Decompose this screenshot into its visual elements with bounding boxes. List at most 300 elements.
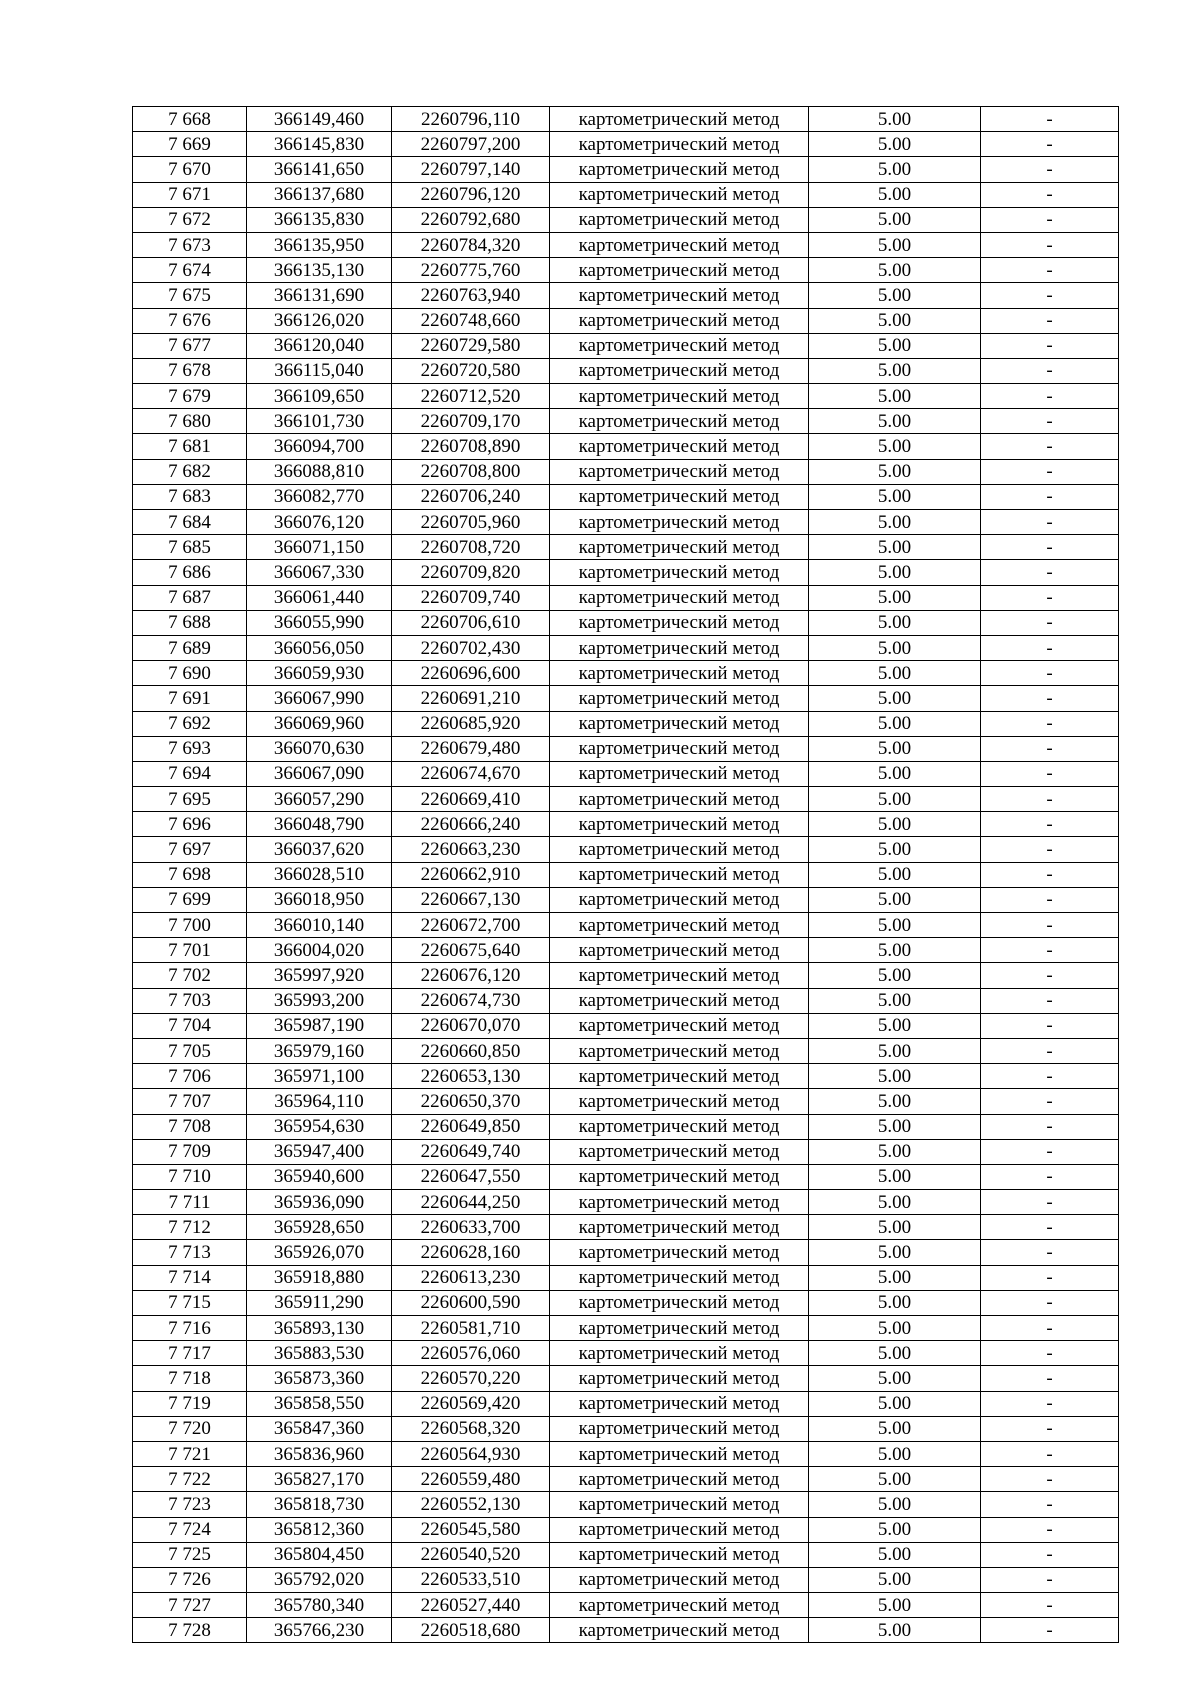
y-coordinate-cell: 2260792,680 [392, 207, 550, 232]
method-cell: картометрический метод [550, 1316, 809, 1341]
y-coordinate-cell: 2260708,720 [392, 535, 550, 560]
table-row [133, 1290, 1119, 1315]
table-row [133, 132, 1119, 157]
y-coordinate-cell: 2260706,610 [392, 610, 550, 635]
point-number-cell: 7 669 [133, 132, 247, 157]
method-cell: картометрический метод [550, 333, 809, 358]
point-number-cell: 7 694 [133, 761, 247, 786]
table-row [133, 963, 1119, 988]
precision-cell: 5.00 [809, 736, 981, 761]
point-number-cell: 7 689 [133, 635, 247, 660]
precision-cell: 5.00 [809, 938, 981, 963]
description-cell: - [981, 459, 1119, 484]
precision-cell: 5.00 [809, 1013, 981, 1038]
table-row [133, 1567, 1119, 1592]
y-coordinate-cell: 2260559,480 [392, 1467, 550, 1492]
y-coordinate-cell: 2260691,210 [392, 686, 550, 711]
y-coordinate-cell: 2260600,590 [392, 1290, 550, 1315]
description-cell: - [981, 560, 1119, 585]
x-coordinate-cell: 365847,360 [247, 1416, 392, 1441]
table-row [133, 1139, 1119, 1164]
point-number-cell: 7 672 [133, 207, 247, 232]
method-cell: картометрический метод [550, 686, 809, 711]
description-cell: - [981, 1542, 1119, 1567]
method-cell: картометрический метод [550, 1467, 809, 1492]
table-row [133, 1215, 1119, 1240]
x-coordinate-cell: 366145,830 [247, 132, 392, 157]
y-coordinate-cell: 2260702,430 [392, 635, 550, 660]
x-coordinate-cell: 365928,650 [247, 1215, 392, 1240]
precision-cell: 5.00 [809, 963, 981, 988]
method-cell: картометрический метод [550, 736, 809, 761]
point-number-cell: 7 674 [133, 258, 247, 283]
table-row [133, 913, 1119, 938]
point-number-cell: 7 714 [133, 1265, 247, 1290]
description-cell: - [981, 1038, 1119, 1063]
x-coordinate-cell: 365964,110 [247, 1089, 392, 1114]
precision-cell: 5.00 [809, 1164, 981, 1189]
point-number-cell: 7 678 [133, 358, 247, 383]
point-number-cell: 7 702 [133, 963, 247, 988]
method-cell: картометрический метод [550, 484, 809, 509]
point-number-cell: 7 704 [133, 1013, 247, 1038]
coordinates-table [132, 106, 1119, 1643]
point-number-cell: 7 699 [133, 887, 247, 912]
description-cell: - [981, 585, 1119, 610]
precision-cell: 5.00 [809, 384, 981, 409]
table-row [133, 988, 1119, 1013]
precision-cell: 5.00 [809, 837, 981, 862]
table-row [133, 1265, 1119, 1290]
method-cell: картометрический метод [550, 258, 809, 283]
precision-cell: 5.00 [809, 232, 981, 257]
x-coordinate-cell: 366055,990 [247, 610, 392, 635]
table-row [133, 535, 1119, 560]
method-cell: картометрический метод [550, 963, 809, 988]
y-coordinate-cell: 2260679,480 [392, 736, 550, 761]
point-number-cell: 7 709 [133, 1139, 247, 1164]
precision-cell: 5.00 [809, 1290, 981, 1315]
point-number-cell: 7 703 [133, 988, 247, 1013]
x-coordinate-cell: 366070,630 [247, 736, 392, 761]
method-cell: картометрический метод [550, 711, 809, 736]
y-coordinate-cell: 2260540,520 [392, 1542, 550, 1567]
point-number-cell: 7 682 [133, 459, 247, 484]
precision-cell: 5.00 [809, 635, 981, 660]
table-row [133, 812, 1119, 837]
x-coordinate-cell: 366004,020 [247, 938, 392, 963]
y-coordinate-cell: 2260568,320 [392, 1416, 550, 1441]
table-row [133, 585, 1119, 610]
y-coordinate-cell: 2260545,580 [392, 1517, 550, 1542]
table-row [133, 1240, 1119, 1265]
y-coordinate-cell: 2260797,140 [392, 157, 550, 182]
description-cell: - [981, 610, 1119, 635]
description-cell: - [981, 1240, 1119, 1265]
y-coordinate-cell: 2260649,850 [392, 1114, 550, 1139]
point-number-cell: 7 683 [133, 484, 247, 509]
precision-cell: 5.00 [809, 308, 981, 333]
x-coordinate-cell: 366141,650 [247, 157, 392, 182]
precision-cell: 5.00 [809, 1416, 981, 1441]
table-row [133, 358, 1119, 383]
description-cell: - [981, 963, 1119, 988]
point-number-cell: 7 725 [133, 1542, 247, 1567]
description-cell: - [981, 308, 1119, 333]
method-cell: картометрический метод [550, 232, 809, 257]
point-number-cell: 7 685 [133, 535, 247, 560]
table-row [133, 384, 1119, 409]
precision-cell: 5.00 [809, 358, 981, 383]
x-coordinate-cell: 365858,550 [247, 1391, 392, 1416]
description-cell: - [981, 258, 1119, 283]
x-coordinate-cell: 366028,510 [247, 862, 392, 887]
description-cell: - [981, 207, 1119, 232]
precision-cell: 5.00 [809, 434, 981, 459]
x-coordinate-cell: 366069,960 [247, 711, 392, 736]
y-coordinate-cell: 2260533,510 [392, 1567, 550, 1592]
table-row [133, 1416, 1119, 1441]
precision-cell: 5.00 [809, 1366, 981, 1391]
method-cell: картометрический метод [550, 837, 809, 862]
x-coordinate-cell: 365766,230 [247, 1618, 392, 1643]
method-cell: картометрический метод [550, 610, 809, 635]
y-coordinate-cell: 2260705,960 [392, 510, 550, 535]
precision-cell: 5.00 [809, 207, 981, 232]
method-cell: картометрический метод [550, 1492, 809, 1517]
table-row [133, 1542, 1119, 1567]
precision-cell: 5.00 [809, 862, 981, 887]
precision-cell: 5.00 [809, 510, 981, 535]
precision-cell: 5.00 [809, 333, 981, 358]
precision-cell: 5.00 [809, 1089, 981, 1114]
description-cell: - [981, 988, 1119, 1013]
table-row [133, 560, 1119, 585]
x-coordinate-cell: 366048,790 [247, 812, 392, 837]
table-row [133, 1366, 1119, 1391]
table-row [133, 1618, 1119, 1643]
x-coordinate-cell: 366056,050 [247, 635, 392, 660]
precision-cell: 5.00 [809, 661, 981, 686]
table-row [133, 610, 1119, 635]
x-coordinate-cell: 365818,730 [247, 1492, 392, 1517]
point-number-cell: 7 671 [133, 182, 247, 207]
x-coordinate-cell: 366010,140 [247, 913, 392, 938]
x-coordinate-cell: 366120,040 [247, 333, 392, 358]
precision-cell: 5.00 [809, 1240, 981, 1265]
table-row [133, 1593, 1119, 1618]
method-cell: картометрический метод [550, 1341, 809, 1366]
y-coordinate-cell: 2260552,130 [392, 1492, 550, 1517]
precision-cell: 5.00 [809, 409, 981, 434]
table-row [133, 635, 1119, 660]
description-cell: - [981, 938, 1119, 963]
method-cell: картометрический метод [550, 459, 809, 484]
description-cell: - [981, 686, 1119, 711]
point-number-cell: 7 673 [133, 232, 247, 257]
table-row [133, 1316, 1119, 1341]
table-row [133, 761, 1119, 786]
method-cell: картометрический метод [550, 887, 809, 912]
point-number-cell: 7 677 [133, 333, 247, 358]
precision-cell: 5.00 [809, 132, 981, 157]
x-coordinate-cell: 365780,340 [247, 1593, 392, 1618]
y-coordinate-cell: 2260685,920 [392, 711, 550, 736]
method-cell: картометрический метод [550, 1517, 809, 1542]
table-row [133, 207, 1119, 232]
description-cell: - [981, 1441, 1119, 1466]
y-coordinate-cell: 2260674,670 [392, 761, 550, 786]
method-cell: картометрический метод [550, 635, 809, 660]
description-cell: - [981, 812, 1119, 837]
method-cell: картометрический метод [550, 434, 809, 459]
x-coordinate-cell: 365873,360 [247, 1366, 392, 1391]
y-coordinate-cell: 2260729,580 [392, 333, 550, 358]
table-row [133, 938, 1119, 963]
method-cell: картометрический метод [550, 1089, 809, 1114]
method-cell: картометрический метод [550, 988, 809, 1013]
x-coordinate-cell: 366018,950 [247, 887, 392, 912]
method-cell: картометрический метод [550, 1114, 809, 1139]
precision-cell: 5.00 [809, 1391, 981, 1416]
precision-cell: 5.00 [809, 1593, 981, 1618]
description-cell: - [981, 1064, 1119, 1089]
y-coordinate-cell: 2260775,760 [392, 258, 550, 283]
description-cell: - [981, 1190, 1119, 1215]
coordinates-table-body [133, 107, 1119, 1643]
description-cell: - [981, 1567, 1119, 1592]
precision-cell: 5.00 [809, 1215, 981, 1240]
point-number-cell: 7 668 [133, 107, 247, 132]
table-row [133, 862, 1119, 887]
x-coordinate-cell: 366126,020 [247, 308, 392, 333]
x-coordinate-cell: 366071,150 [247, 535, 392, 560]
precision-cell: 5.00 [809, 535, 981, 560]
x-coordinate-cell: 365836,960 [247, 1441, 392, 1466]
table-row [133, 434, 1119, 459]
description-cell: - [981, 1593, 1119, 1618]
description-cell: - [981, 1366, 1119, 1391]
y-coordinate-cell: 2260628,160 [392, 1240, 550, 1265]
point-number-cell: 7 722 [133, 1467, 247, 1492]
point-number-cell: 7 697 [133, 837, 247, 862]
precision-cell: 5.00 [809, 484, 981, 509]
x-coordinate-cell: 365987,190 [247, 1013, 392, 1038]
method-cell: картометрический метод [550, 1190, 809, 1215]
point-number-cell: 7 687 [133, 585, 247, 610]
precision-cell: 5.00 [809, 182, 981, 207]
precision-cell: 5.00 [809, 1341, 981, 1366]
point-number-cell: 7 715 [133, 1290, 247, 1315]
description-cell: - [981, 1164, 1119, 1189]
x-coordinate-cell: 365792,020 [247, 1567, 392, 1592]
y-coordinate-cell: 2260669,410 [392, 787, 550, 812]
description-cell: - [981, 1316, 1119, 1341]
precision-cell: 5.00 [809, 1567, 981, 1592]
table-row [133, 333, 1119, 358]
table-row [133, 1064, 1119, 1089]
y-coordinate-cell: 2260662,910 [392, 862, 550, 887]
x-coordinate-cell: 366131,690 [247, 283, 392, 308]
y-coordinate-cell: 2260796,110 [392, 107, 550, 132]
x-coordinate-cell: 365971,100 [247, 1064, 392, 1089]
point-number-cell: 7 701 [133, 938, 247, 963]
table-row [133, 308, 1119, 333]
method-cell: картометрический метод [550, 560, 809, 585]
precision-cell: 5.00 [809, 1467, 981, 1492]
point-number-cell: 7 711 [133, 1190, 247, 1215]
x-coordinate-cell: 366067,330 [247, 560, 392, 585]
method-cell: картометрический метод [550, 1542, 809, 1567]
table-row [133, 510, 1119, 535]
precision-cell: 5.00 [809, 761, 981, 786]
table-row [133, 1114, 1119, 1139]
x-coordinate-cell: 365827,170 [247, 1467, 392, 1492]
method-cell: картометрический метод [550, 358, 809, 383]
point-number-cell: 7 695 [133, 787, 247, 812]
description-cell: - [981, 1341, 1119, 1366]
y-coordinate-cell: 2260796,120 [392, 182, 550, 207]
method-cell: картометрический метод [550, 535, 809, 560]
description-cell: - [981, 1416, 1119, 1441]
point-number-cell: 7 717 [133, 1341, 247, 1366]
description-cell: - [981, 862, 1119, 887]
table-row [133, 711, 1119, 736]
y-coordinate-cell: 2260784,320 [392, 232, 550, 257]
x-coordinate-cell: 366057,290 [247, 787, 392, 812]
method-cell: картометрический метод [550, 384, 809, 409]
point-number-cell: 7 728 [133, 1618, 247, 1643]
method-cell: картометрический метод [550, 1215, 809, 1240]
method-cell: картометрический метод [550, 862, 809, 887]
description-cell: - [981, 1013, 1119, 1038]
description-cell: - [981, 787, 1119, 812]
precision-cell: 5.00 [809, 1114, 981, 1139]
description-cell: - [981, 1467, 1119, 1492]
method-cell: картометрический метод [550, 938, 809, 963]
precision-cell: 5.00 [809, 1038, 981, 1063]
y-coordinate-cell: 2260706,240 [392, 484, 550, 509]
method-cell: картометрический метод [550, 1139, 809, 1164]
table-row [133, 887, 1119, 912]
y-coordinate-cell: 2260797,200 [392, 132, 550, 157]
table-row [133, 661, 1119, 686]
y-coordinate-cell: 2260518,680 [392, 1618, 550, 1643]
x-coordinate-cell: 366101,730 [247, 409, 392, 434]
description-cell: - [981, 1215, 1119, 1240]
description-cell: - [981, 887, 1119, 912]
x-coordinate-cell: 366067,090 [247, 761, 392, 786]
y-coordinate-cell: 2260708,800 [392, 459, 550, 484]
table-row [133, 459, 1119, 484]
table-row [133, 1467, 1119, 1492]
description-cell: - [981, 434, 1119, 459]
precision-cell: 5.00 [809, 1064, 981, 1089]
method-cell: картометрический метод [550, 1618, 809, 1643]
table-row [133, 837, 1119, 862]
precision-cell: 5.00 [809, 988, 981, 1013]
table-row [133, 258, 1119, 283]
method-cell: картометрический метод [550, 1366, 809, 1391]
table-row [133, 232, 1119, 257]
precision-cell: 5.00 [809, 1517, 981, 1542]
y-coordinate-cell: 2260564,930 [392, 1441, 550, 1466]
point-number-cell: 7 696 [133, 812, 247, 837]
precision-cell: 5.00 [809, 283, 981, 308]
x-coordinate-cell: 365997,920 [247, 963, 392, 988]
y-coordinate-cell: 2260581,710 [392, 1316, 550, 1341]
table-row [133, 107, 1119, 132]
point-number-cell: 7 679 [133, 384, 247, 409]
point-number-cell: 7 698 [133, 862, 247, 887]
precision-cell: 5.00 [809, 1618, 981, 1643]
method-cell: картометрический метод [550, 812, 809, 837]
x-coordinate-cell: 366135,830 [247, 207, 392, 232]
description-cell: - [981, 761, 1119, 786]
method-cell: картометрический метод [550, 787, 809, 812]
table-row [133, 1164, 1119, 1189]
x-coordinate-cell: 365883,530 [247, 1341, 392, 1366]
method-cell: картометрический метод [550, 1164, 809, 1189]
y-coordinate-cell: 2260712,520 [392, 384, 550, 409]
method-cell: картометрический метод [550, 661, 809, 686]
x-coordinate-cell: 366059,930 [247, 661, 392, 686]
method-cell: картометрический метод [550, 207, 809, 232]
point-number-cell: 7 720 [133, 1416, 247, 1441]
x-coordinate-cell: 366076,120 [247, 510, 392, 535]
point-number-cell: 7 726 [133, 1567, 247, 1592]
description-cell: - [981, 182, 1119, 207]
x-coordinate-cell: 365911,290 [247, 1290, 392, 1315]
precision-cell: 5.00 [809, 459, 981, 484]
method-cell: картометрический метод [550, 913, 809, 938]
description-cell: - [981, 736, 1119, 761]
table-row [133, 182, 1119, 207]
point-number-cell: 7 710 [133, 1164, 247, 1189]
method-cell: картометрический метод [550, 157, 809, 182]
description-cell: - [981, 333, 1119, 358]
description-cell: - [981, 1139, 1119, 1164]
table-row [133, 1013, 1119, 1038]
point-number-cell: 7 700 [133, 913, 247, 938]
y-coordinate-cell: 2260613,230 [392, 1265, 550, 1290]
y-coordinate-cell: 2260663,230 [392, 837, 550, 862]
y-coordinate-cell: 2260527,440 [392, 1593, 550, 1618]
table-row [133, 787, 1119, 812]
method-cell: картометрический метод [550, 1593, 809, 1618]
table-row [133, 1492, 1119, 1517]
method-cell: картометрический метод [550, 283, 809, 308]
y-coordinate-cell: 2260748,660 [392, 308, 550, 333]
point-number-cell: 7 712 [133, 1215, 247, 1240]
point-number-cell: 7 718 [133, 1366, 247, 1391]
description-cell: - [981, 913, 1119, 938]
y-coordinate-cell: 2260696,600 [392, 661, 550, 686]
y-coordinate-cell: 2260674,730 [392, 988, 550, 1013]
point-number-cell: 7 684 [133, 510, 247, 535]
point-number-cell: 7 681 [133, 434, 247, 459]
y-coordinate-cell: 2260670,070 [392, 1013, 550, 1038]
point-number-cell: 7 686 [133, 560, 247, 585]
y-coordinate-cell: 2260633,700 [392, 1215, 550, 1240]
description-cell: - [981, 1391, 1119, 1416]
precision-cell: 5.00 [809, 1441, 981, 1466]
description-cell: - [981, 1492, 1119, 1517]
table-row [133, 1190, 1119, 1215]
precision-cell: 5.00 [809, 107, 981, 132]
y-coordinate-cell: 2260576,060 [392, 1341, 550, 1366]
x-coordinate-cell: 366082,770 [247, 484, 392, 509]
